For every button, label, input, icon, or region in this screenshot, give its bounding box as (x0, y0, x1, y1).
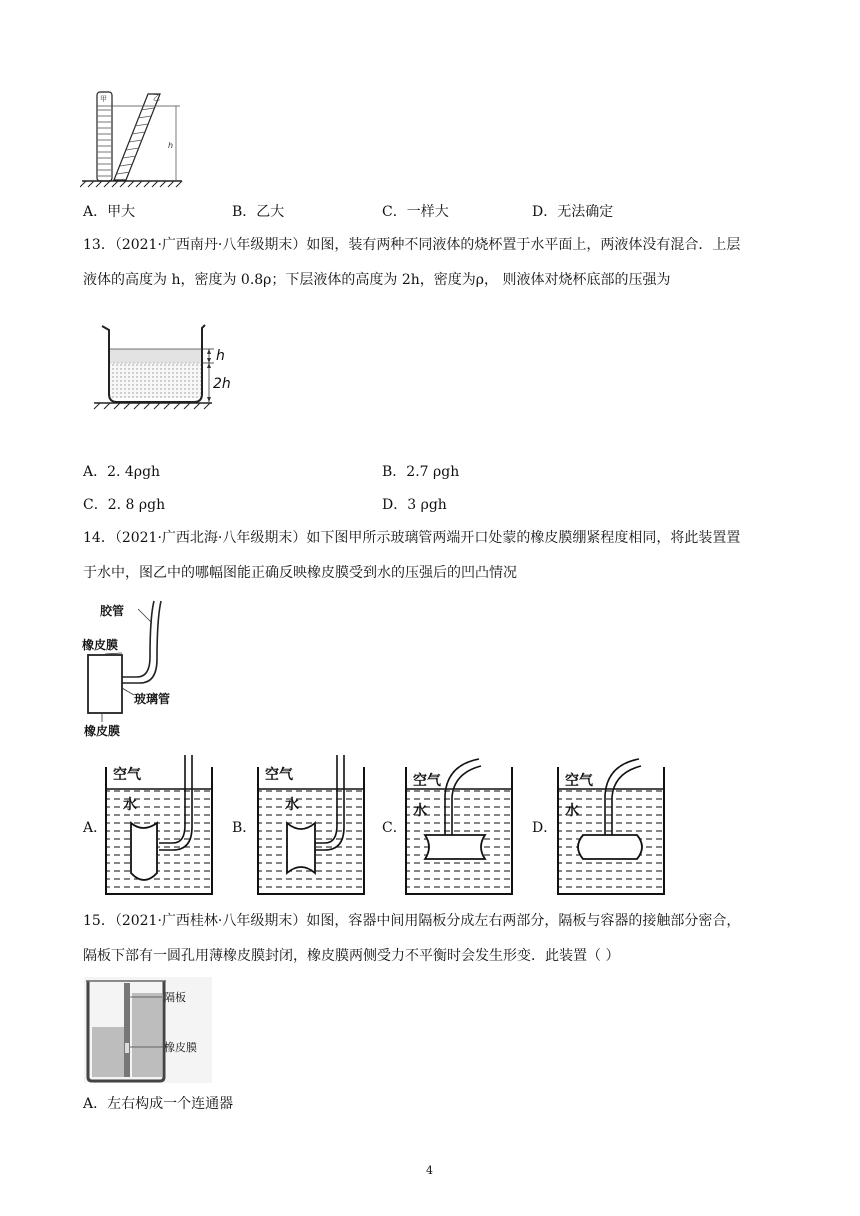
water-label: 水 (285, 797, 299, 813)
option-letter: A． (83, 464, 108, 480)
air-label: 空气 (265, 767, 293, 783)
air-label: 空气 (413, 773, 441, 789)
q12-option-a[interactable] (83, 202, 135, 222)
q13-option-d[interactable] (382, 495, 447, 515)
q12-figure (80, 88, 185, 188)
label-partition: 隔板 (164, 991, 186, 1004)
q15-stem-line1: 15．（2021·广西桂林·八年级期末）如图，容器中间用隔板分成左右两部分，隔板与容器的接触部分密合， (83, 913, 741, 929)
water-label: 水 (565, 803, 579, 819)
q13-option-c[interactable] (83, 495, 165, 515)
option-text: 2.7 ρgh (406, 464, 460, 480)
q14-option-a-letter[interactable]: A． (83, 820, 108, 836)
option-letter: C． (83, 497, 108, 513)
option-text: 2. 8 ρgh (107, 497, 166, 513)
label-glass-tube: 玻璃管 (134, 692, 171, 706)
q14-option-a-figure[interactable] (103, 755, 215, 897)
q14-stem-line1: 14．（2021·广西北海·八年级期末）如下图甲所示玻璃管两端开口处蒙的橡皮膜绷紧程度相同，将此装置置 (83, 530, 741, 546)
q12-label-yi: 乙 (153, 94, 160, 102)
q13-option-b[interactable] (382, 462, 459, 482)
option-text: 一样大 (406, 204, 449, 220)
air-label: 空气 (565, 773, 593, 789)
q13-label-2h: 2h (213, 376, 231, 392)
option-text: 甲大 (107, 204, 136, 220)
q14-option-d-letter[interactable]: D． (532, 820, 558, 836)
option-text: 乙大 (256, 204, 285, 220)
option-text: 左右构成一个连通器 (107, 1096, 234, 1112)
q13-stem-line1: 13．（2021·广西南丹·八年级期末）如图，装有两种不同液体的烧杯置于水平面上，两液体没有混合．上层 (83, 237, 741, 253)
option-letter: D． (532, 204, 558, 220)
option-letter: D． (382, 497, 408, 513)
q13-option-a[interactable] (83, 462, 160, 482)
label-film: 橡皮膜 (164, 1041, 197, 1054)
q13-stem-line2: 液体的高度为 h，密度为 0.8ρ；下层液体的高度为 2h，密度为ρ， 则液体对烧杯底部的压强为 (83, 272, 671, 288)
q12-option-d[interactable] (532, 202, 613, 222)
q13-label-h: h (216, 348, 225, 364)
option-letter: A． (83, 1096, 108, 1112)
q14-option-c-figure[interactable] (403, 755, 515, 897)
option-text: 3 ρgh (407, 497, 447, 513)
label-rubber-tube: 胶管 (100, 604, 125, 618)
option-text: 无法确定 (557, 204, 614, 220)
option-text: 2. 4ρgh (107, 464, 161, 480)
page-number: 4 (426, 1164, 433, 1177)
q14-option-b-figure[interactable] (255, 755, 367, 897)
q14-option-d-figure[interactable] (555, 755, 667, 897)
option-letter: B． (232, 204, 257, 220)
q15-container-figure (84, 977, 212, 1083)
label-film-top: 橡皮膜 (82, 638, 119, 652)
water-label: 水 (123, 797, 137, 813)
q12-label-h: h (168, 141, 174, 150)
label-film-bottom: 橡皮膜 (84, 724, 121, 738)
q14-apparatus-figure (82, 597, 232, 742)
option-letter: C． (382, 204, 407, 220)
q12-label-jia: 甲 (100, 95, 107, 103)
q12-option-c[interactable] (382, 202, 449, 222)
q14-stem-line2: 于水中，图乙中的哪幅图能正确反映橡皮膜受到水的压强后的凹凸情况 (83, 565, 517, 581)
option-letter: A． (83, 204, 108, 220)
q12-option-b[interactable] (232, 202, 284, 222)
water-label: 水 (413, 803, 427, 819)
q14-option-c-letter[interactable]: C． (382, 820, 407, 836)
q15-option-a[interactable] (83, 1094, 233, 1114)
option-letter: B． (382, 464, 407, 480)
q14-option-b-letter[interactable]: B． (232, 820, 257, 836)
q13-beaker-figure (92, 316, 242, 411)
air-label: 空气 (113, 767, 141, 783)
q15-stem-line2: 隔板下部有一圆孔用薄橡皮膜封闭，橡皮膜两侧受力不平衡时会发生形变．此装置（ ） (83, 948, 620, 964)
